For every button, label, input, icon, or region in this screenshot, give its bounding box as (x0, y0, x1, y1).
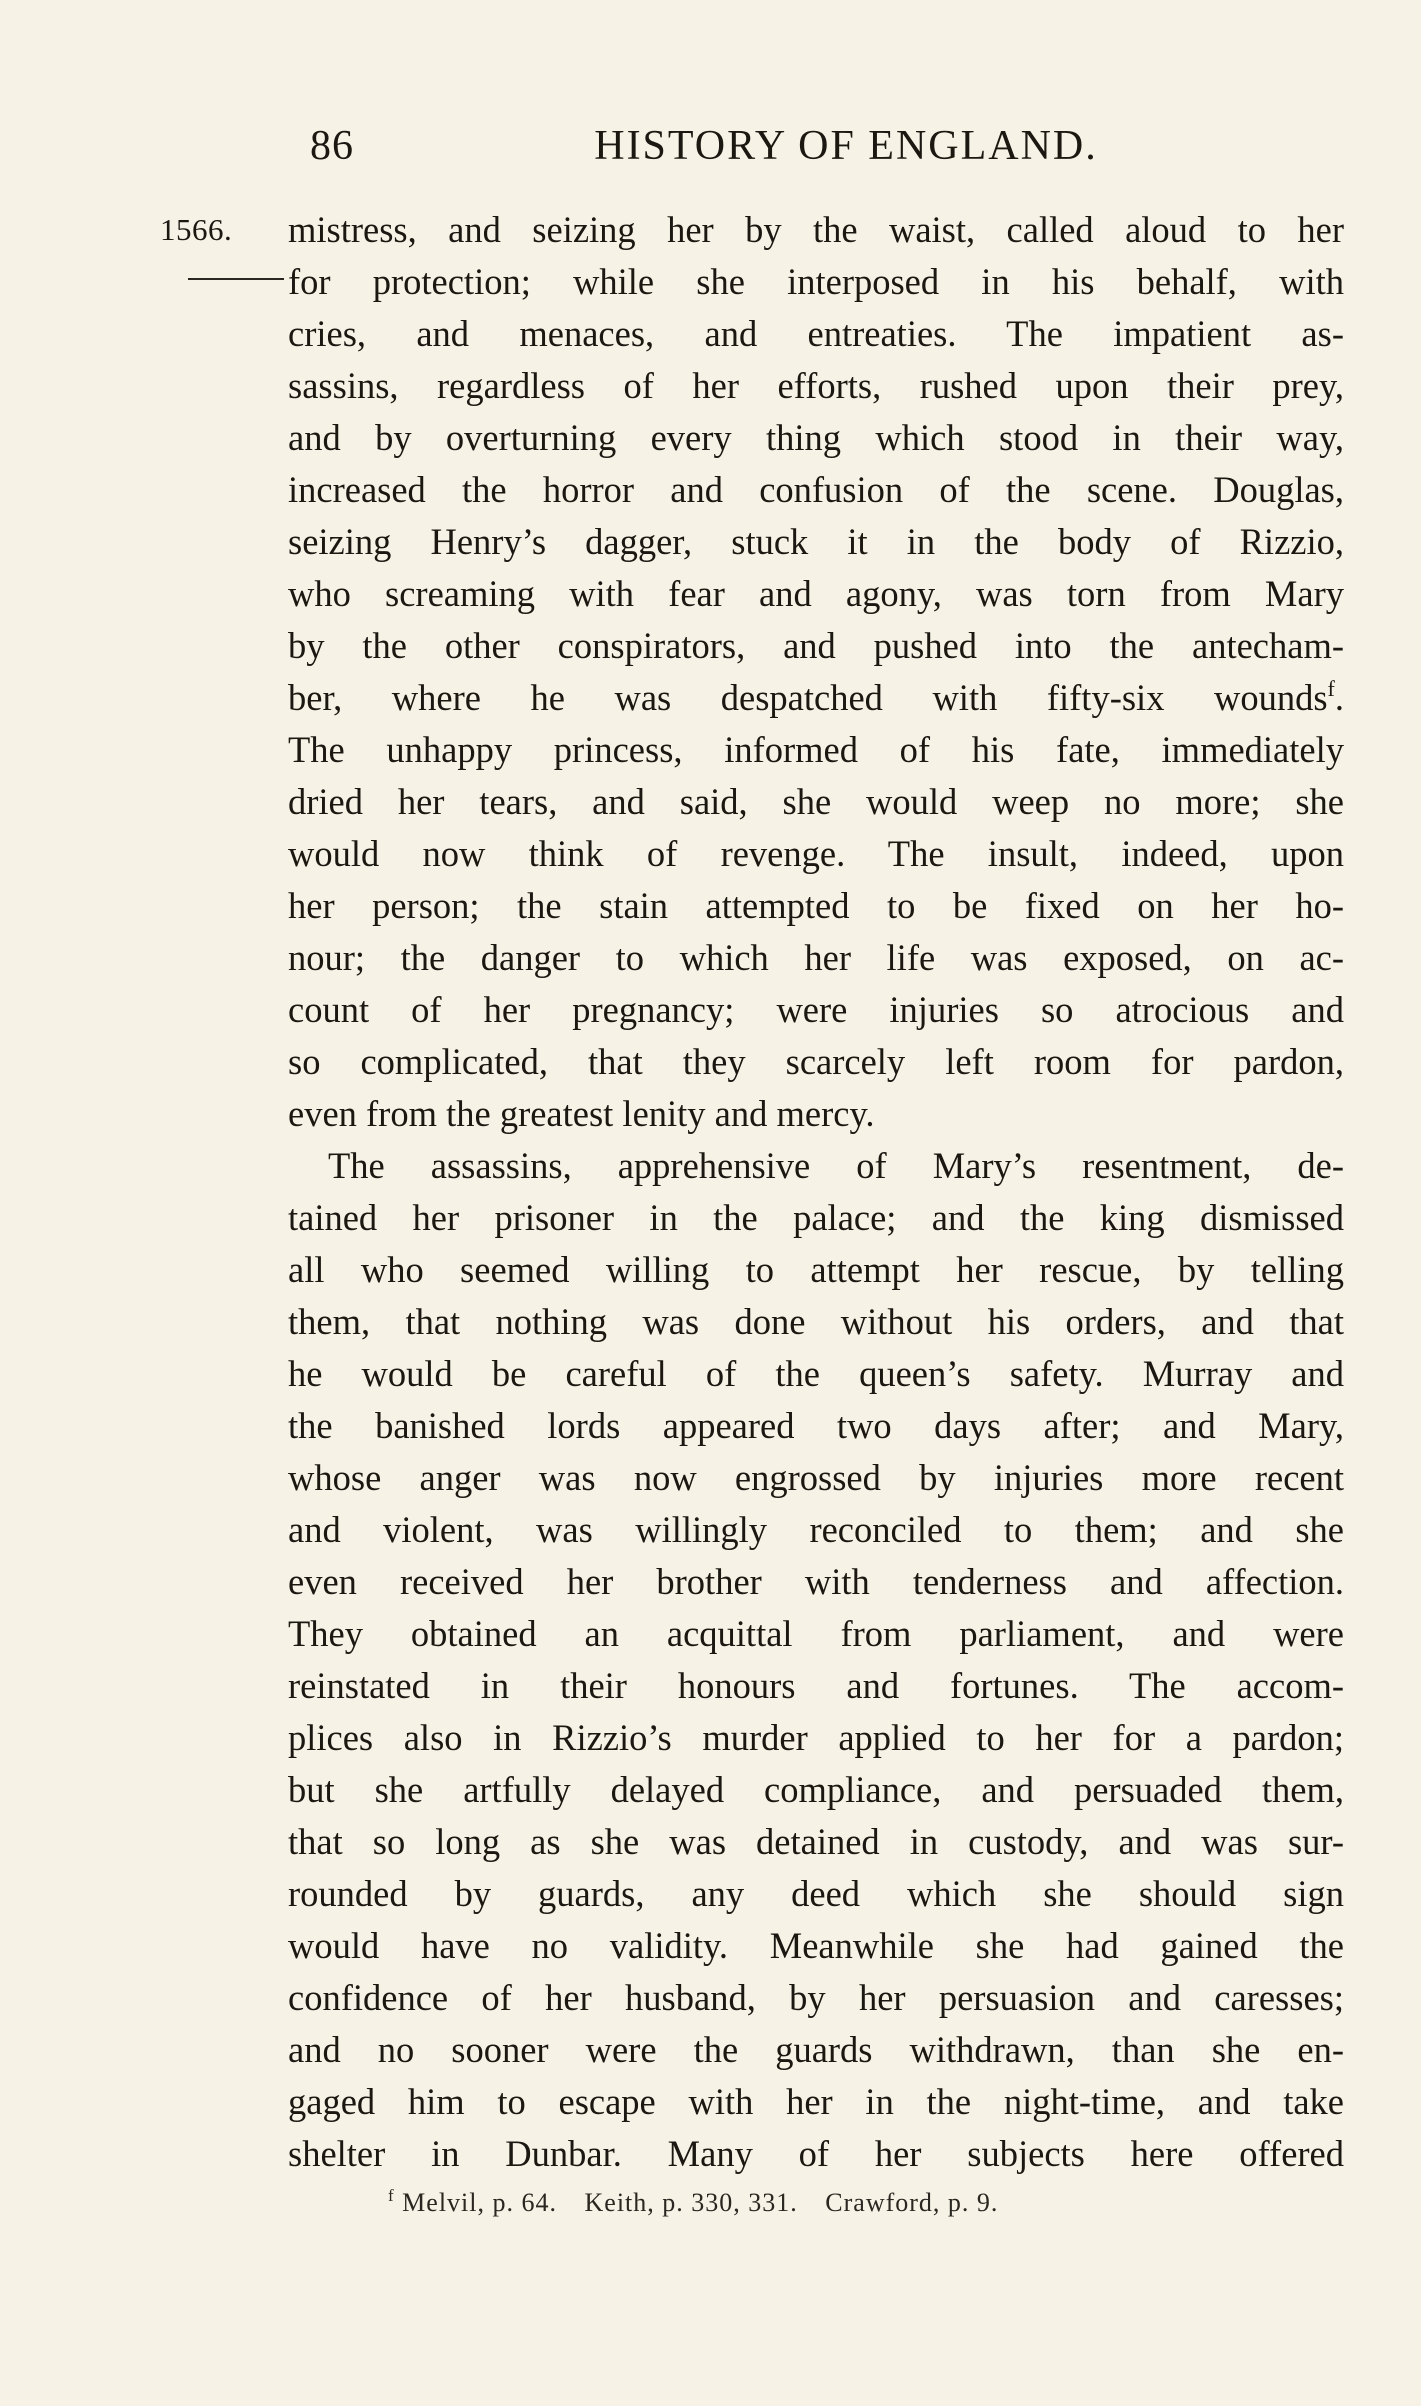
text-line: sassins, regardless of her efforts, rushed upon their prey, (288, 365, 1344, 406)
text-line: increased the horror and confusion of the scene. Douglas, (288, 469, 1344, 510)
paragraph-start-line: The assassins, apprehensive of Mary’s resentment, de- (328, 1145, 1344, 1186)
footnote-marker: f (1327, 676, 1335, 701)
footnote (388, 2188, 998, 2218)
text-line: the banished lords appeared two days after; and Mary, (288, 1405, 1344, 1446)
text-line: dried her tears, and said, she would weep no more; she (288, 781, 1344, 822)
footnote-ref: Crawford, p. 9. (825, 2188, 999, 2217)
text-line-content: ber, where he was despatched with fifty-six wounds (288, 677, 1328, 718)
text-line: that so long as she was detained in custody, and was sur- (288, 1821, 1344, 1862)
text-line: all who seemed willing to attempt her rescue, by telling (288, 1249, 1344, 1290)
footnote-marker: f (388, 2186, 395, 2205)
margin-rule (188, 278, 284, 280)
text-line: who screaming with fear and agony, was torn from Mary (288, 573, 1344, 614)
text-line: and no sooner were the guards withdrawn, than she en- (288, 2029, 1344, 2070)
text-line: would now think of revenge. The insult, indeed, upon (288, 833, 1344, 874)
text-line: count of her pregnancy; were injuries so atrocious and (288, 989, 1344, 1030)
text-line: cries, and menaces, and entreaties. The impatient as- (288, 313, 1344, 354)
text-line: even from the greatest lenity and mercy. (288, 1093, 875, 1134)
text-line: whose anger was now engrossed by injuries more recent (288, 1457, 1344, 1498)
text-line: seizing Henry’s dagger, stuck it in the body of Rizzio, (288, 521, 1344, 562)
text-line: nour; the danger to which her life was exposed, on ac- (288, 937, 1344, 978)
text-line: and by overturning every thing which stood in their way, (288, 417, 1344, 458)
text-line: rounded by guards, any deed which she should sign (288, 1873, 1344, 1914)
text-line: confidence of her husband, by her persuasion and caresses; (288, 1977, 1344, 2018)
text-line: her person; the stain attempted to be fixed on her ho- (288, 885, 1344, 926)
footnote-ref: Keith, p. 330, 331. (584, 2188, 798, 2217)
note-period: . (1334, 677, 1344, 718)
text-line: by the other conspirators, and pushed into the antecham- (288, 625, 1344, 666)
text-line: he would be careful of the queen’s safety. Murray and (288, 1353, 1344, 1394)
text-line: plices also in Rizzio’s murder applied to her for a pardon; (288, 1717, 1344, 1758)
text-line: but she artfully delayed compliance, and persuaded them, (288, 1769, 1344, 1810)
text-line: so complicated, that they scarcely left room for pardon, (288, 1041, 1344, 1082)
footnote-ref: Melvil, p. 64. (402, 2188, 558, 2217)
text-line: tained her prisoner in the palace; and the king dismissed (288, 1197, 1344, 1238)
text-line: and violent, was willingly reconciled to them; and she (288, 1509, 1344, 1550)
page-number: 86 (310, 123, 354, 169)
page-header (290, 122, 1342, 182)
margin-year: 1566. (160, 212, 233, 247)
text-line: even received her brother with tenderness and affection. (288, 1561, 1344, 1602)
text-line: gaged him to escape with her in the night-time, and take (288, 2081, 1344, 2122)
text-line: them, that nothing was done without his orders, and that (288, 1301, 1344, 1342)
text-line: reinstated in their honours and fortunes. The accom- (288, 1665, 1344, 1706)
body-text (288, 204, 1344, 2180)
text-line: They obtained an acquittal from parliament, and were (288, 1613, 1344, 1654)
text-line: The unhappy princess, informed of his fate, immediately (288, 729, 1344, 770)
text-line: would have no validity. Meanwhile she had gained the (288, 1925, 1344, 1966)
text-line: shelter in Dunbar. Many of her subjects here offered (288, 2133, 1344, 2174)
running-title: HISTORY OF ENGLAND. (594, 123, 1098, 169)
text-line: mistress, and seizing her by the waist, called aloud to her (288, 209, 1344, 250)
text-line-with-note (288, 672, 1344, 724)
text-line: for protection; while she interposed in his behalf, with (288, 261, 1344, 302)
